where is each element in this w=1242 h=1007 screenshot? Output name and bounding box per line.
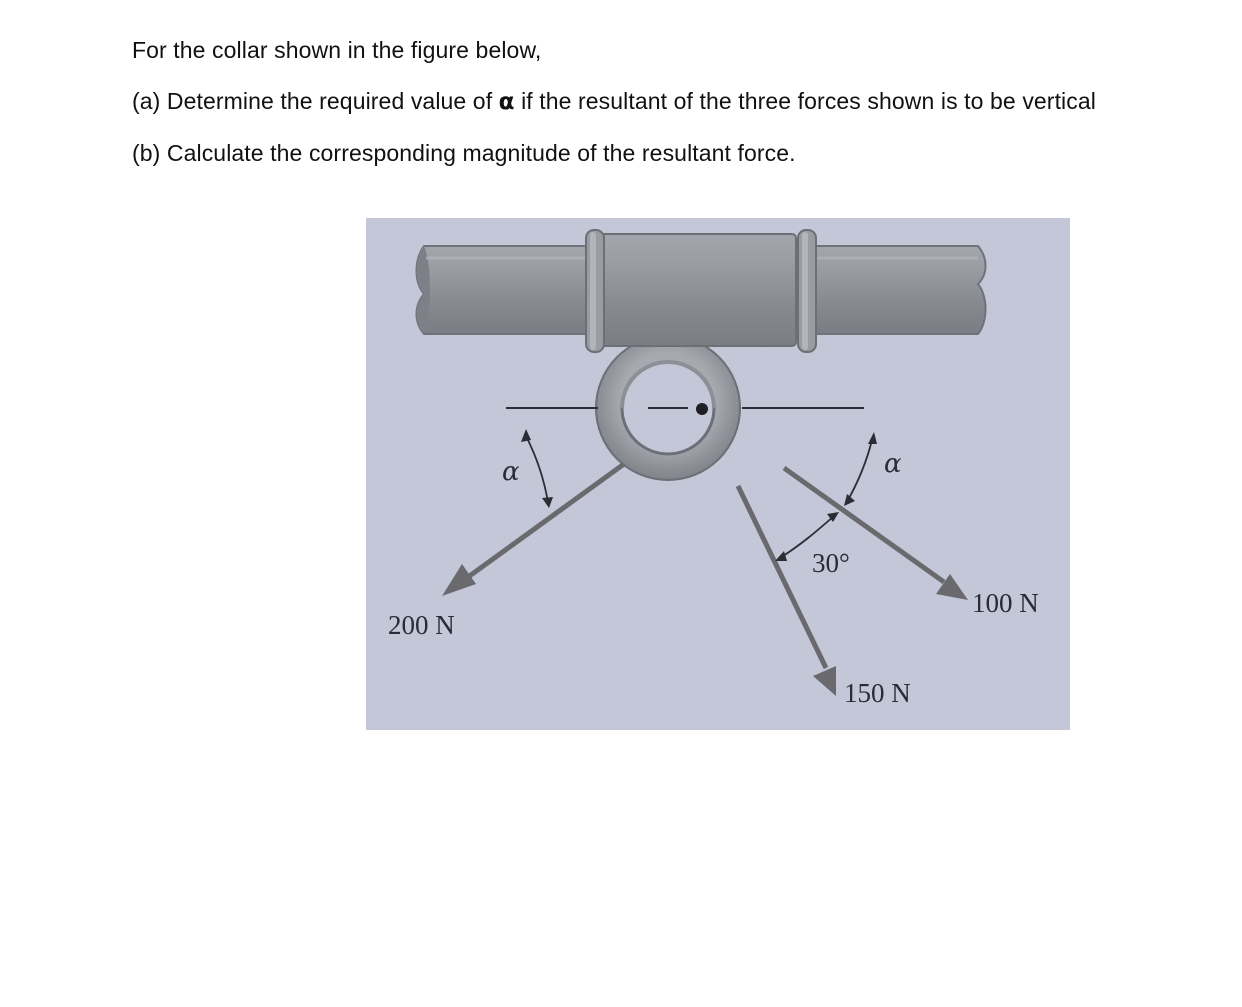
question-part-a	[132, 88, 1096, 115]
alpha-left-label: α	[502, 457, 520, 487]
part-a-prefix: (a) Determine the required value of	[132, 88, 499, 114]
angle-30-label: 30°	[812, 548, 850, 578]
force-200n-label: 200 N	[388, 610, 455, 640]
alpha-symbol: α	[498, 89, 515, 115]
alpha-right-label: α	[884, 449, 902, 479]
question-intro: For the collar shown in the figure below,	[132, 37, 542, 63]
collar-diagram	[366, 218, 1070, 730]
collar-figure	[366, 218, 1070, 730]
force-100n-label: 100 N	[972, 588, 1039, 618]
part-a-suffix: if the resultant of the three forces shown is to be vertical	[514, 88, 1096, 114]
force-150n-label: 150 N	[844, 678, 911, 708]
collar-sleeve	[586, 230, 816, 352]
question-part-b: (b) Calculate the corresponding magnitude of the resultant force.	[132, 140, 796, 166]
center-point	[696, 403, 708, 415]
